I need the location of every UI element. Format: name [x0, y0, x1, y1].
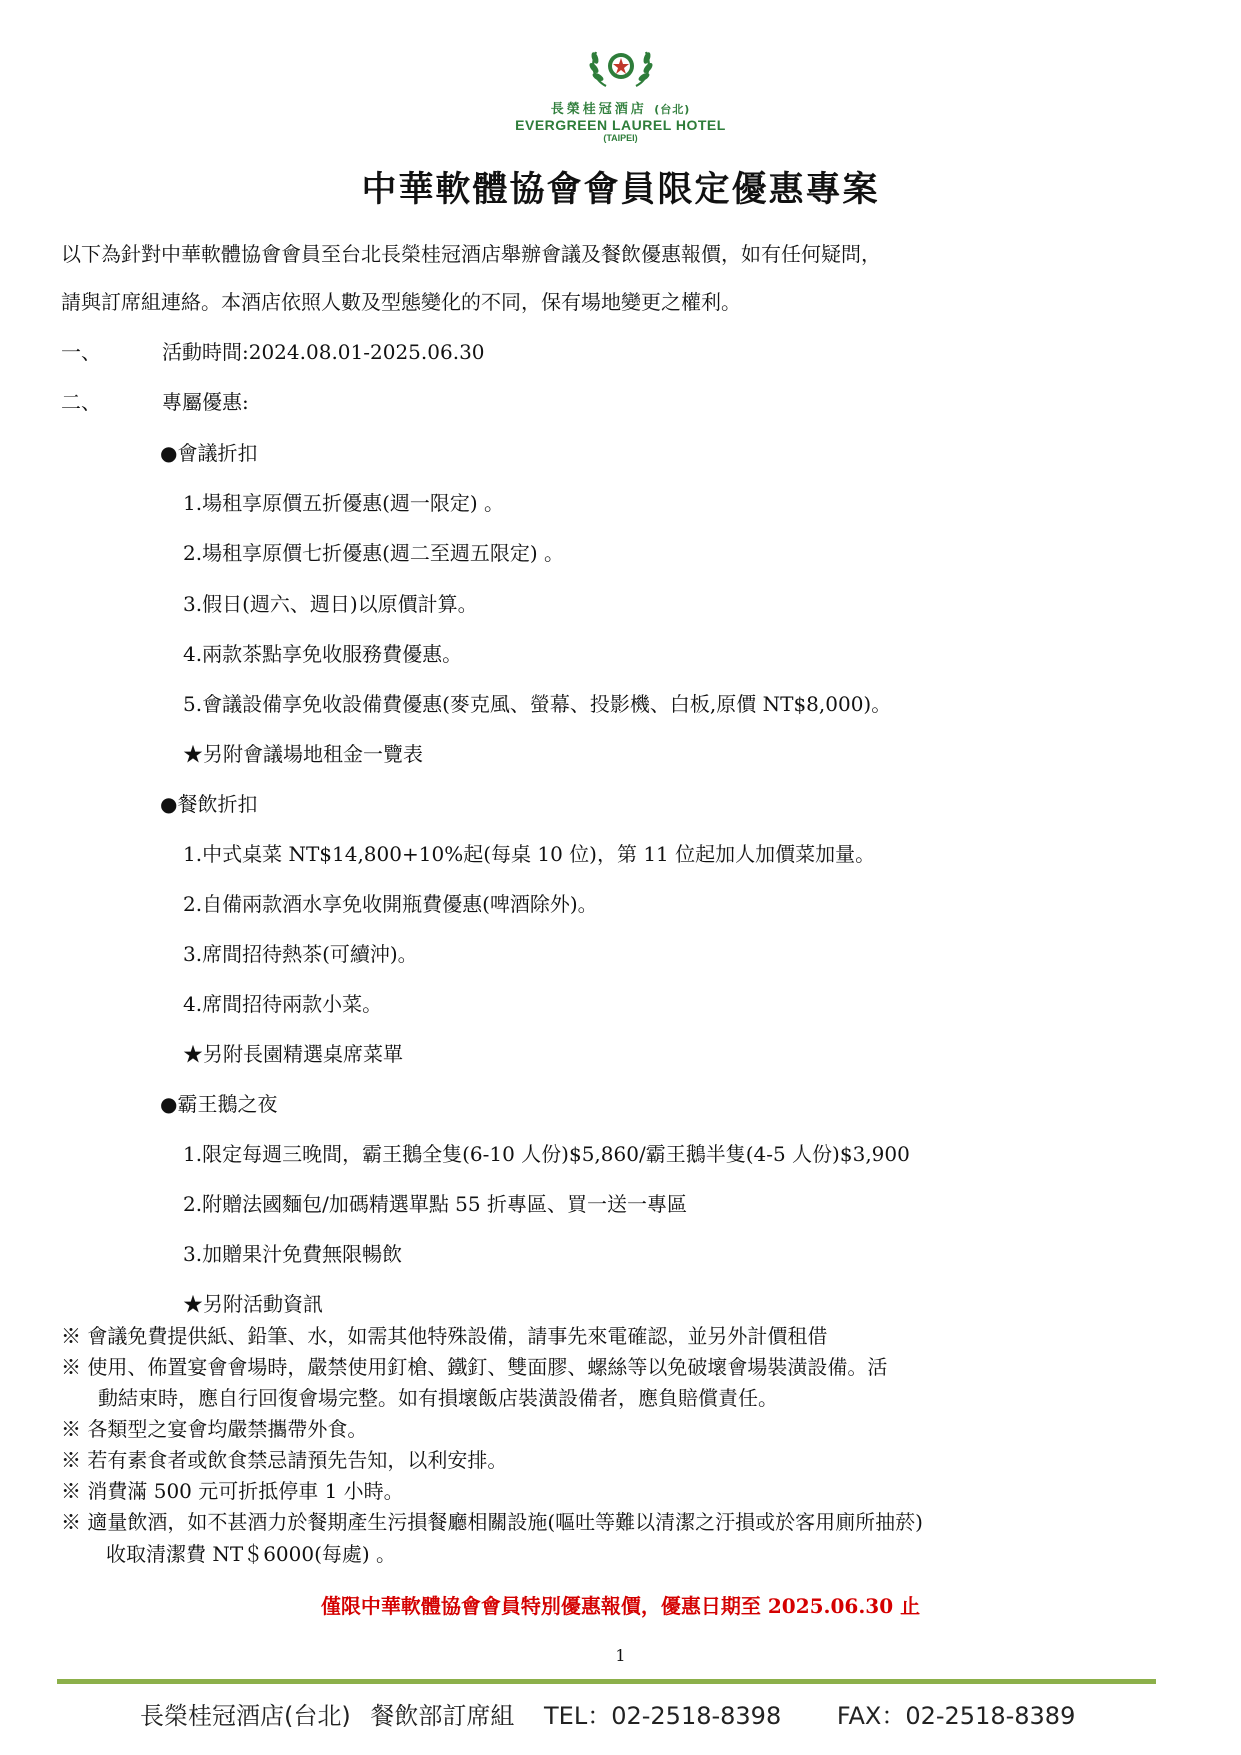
goose-heading: ●霸王鵝之夜: [160, 1092, 278, 1116]
dining-item: 3.席間招待熱茶(可續沖)。: [183, 942, 418, 966]
member-offer-highlight: 僅限中華軟體協會會員特別優惠報價，優惠日期至 2025.06.30 止: [320, 1594, 921, 1618]
dining-item: 2.自備兩款酒水享免收開瓶費優惠(啤酒除外)。: [183, 892, 598, 916]
page-title: 中華軟體協會會員限定優惠專案: [361, 169, 880, 210]
footer-department: 餐飲部訂席組: [370, 1702, 515, 1730]
logo-english-name: EVERGREEN LAUREL HOTEL: [515, 117, 726, 133]
footer-contact: [140, 1696, 1075, 1731]
intro-line-1: 以下為針對中華軟體協會會員至台北長榮桂冠酒店舉辦會議及餐飲優惠報價，如有任何疑問，: [61, 242, 881, 266]
meeting-heading: ●會議折扣: [160, 441, 258, 465]
footer-divider: [57, 1679, 1156, 1684]
section-1-number: 一、: [61, 340, 101, 364]
meeting-item: 3.假日(週六、週日)以原價計算。: [183, 592, 478, 616]
intro-line-2: 請與訂席組連絡。本酒店依照人數及型態變化的不同，保有場地變更之權利。: [61, 290, 741, 314]
page-number: 1: [615, 1646, 626, 1665]
logo-chinese-name: [0, 98, 1241, 117]
note-item: ※ 使用、佈置宴會會場時，嚴禁使用釘槍、鐵釘、雙面膠、螺絲等以免破壞會場裝潢設備。活: [61, 1355, 888, 1379]
note-item: ※ 消費滿 500 元可折抵停車 1 小時。: [61, 1479, 404, 1503]
section-1-text: 活動時間:2024.08.01-2025.06.30: [162, 340, 485, 364]
logo-name-zh: 長榮桂冠酒店: [550, 102, 647, 117]
logo-english-sub: (TAIPEI): [603, 133, 638, 143]
meeting-item: 4.兩款茶點享免收服務費優惠。: [183, 642, 463, 666]
hotel-logo: [0, 40, 1241, 143]
note-item: ※ 適量飲酒，如不甚酒力於餐期產生污損餐廳相關設施(嘔吐等難以清潔之汙損或於客用廁所抽菸): [61, 1510, 923, 1534]
note-item: ※ 若有素食者或飲食禁忌請預先告知，以利安排。: [61, 1448, 508, 1472]
meeting-item: 1.場租享原價五折優惠(週一限定) 。: [183, 491, 505, 515]
goose-item: 1.限定每週三晚間，霸王鵝全隻(6-10 人份)$5,860/霸王鵝半隻(4-5 人份)$3,900: [183, 1142, 910, 1166]
logo-name-zh-suffix: (台北): [654, 103, 691, 116]
note-item-continued: 動結束時，應自行回復會場完整。如有損壞飯店裝潢設備者，應負賠償責任。: [98, 1386, 778, 1410]
footer-hotel-name: 長榮桂冠酒店(台北): [140, 1702, 351, 1730]
goose-item: 3.加贈果汁免費無限暢飲: [183, 1242, 403, 1266]
section-2-number: 二、: [61, 390, 101, 414]
dining-attachment: ★另附長園精選桌席菜單: [183, 1042, 403, 1066]
footer-tel: TEL：02-2518-8398: [544, 1702, 782, 1730]
dining-heading: ●餐飲折扣: [160, 792, 258, 816]
meeting-item: 5.會議設備享免收設備費優惠(麥克風、螢幕、投影機、白板,原價 NT$8,000)。: [183, 692, 892, 716]
note-item: ※ 各類型之宴會均嚴禁攜帶外食。: [61, 1417, 368, 1441]
section-2-text: 專屬優惠:: [162, 390, 249, 414]
dining-item: 1.中式桌菜 NT$14,800+10%起(每桌 10 位)，第 11 位起加人加價菜加量。: [183, 842, 876, 866]
laurel-wreath-icon: [586, 40, 656, 92]
goose-attachment: ★另附活動資訊: [183, 1292, 323, 1316]
footer-fax: FAX：02-2518-8389: [836, 1702, 1076, 1730]
note-item-continued: 收取清潔費 NT＄6000(每處) 。: [106, 1542, 397, 1566]
meeting-item: 2.場租享原價七折優惠(週二至週五限定) 。: [183, 541, 565, 565]
meeting-attachment: ★另附會議場地租金一覽表: [183, 742, 423, 766]
goose-item: 2.附贈法國麵包/加碼精選單點 55 折專區、買一送一專區: [183, 1192, 687, 1216]
dining-item: 4.席間招待兩款小菜。: [183, 992, 383, 1016]
note-item: ※ 會議免費提供紙、鉛筆、水，如需其他特殊設備，請事先來電確認，並另外計價租借: [61, 1324, 828, 1348]
